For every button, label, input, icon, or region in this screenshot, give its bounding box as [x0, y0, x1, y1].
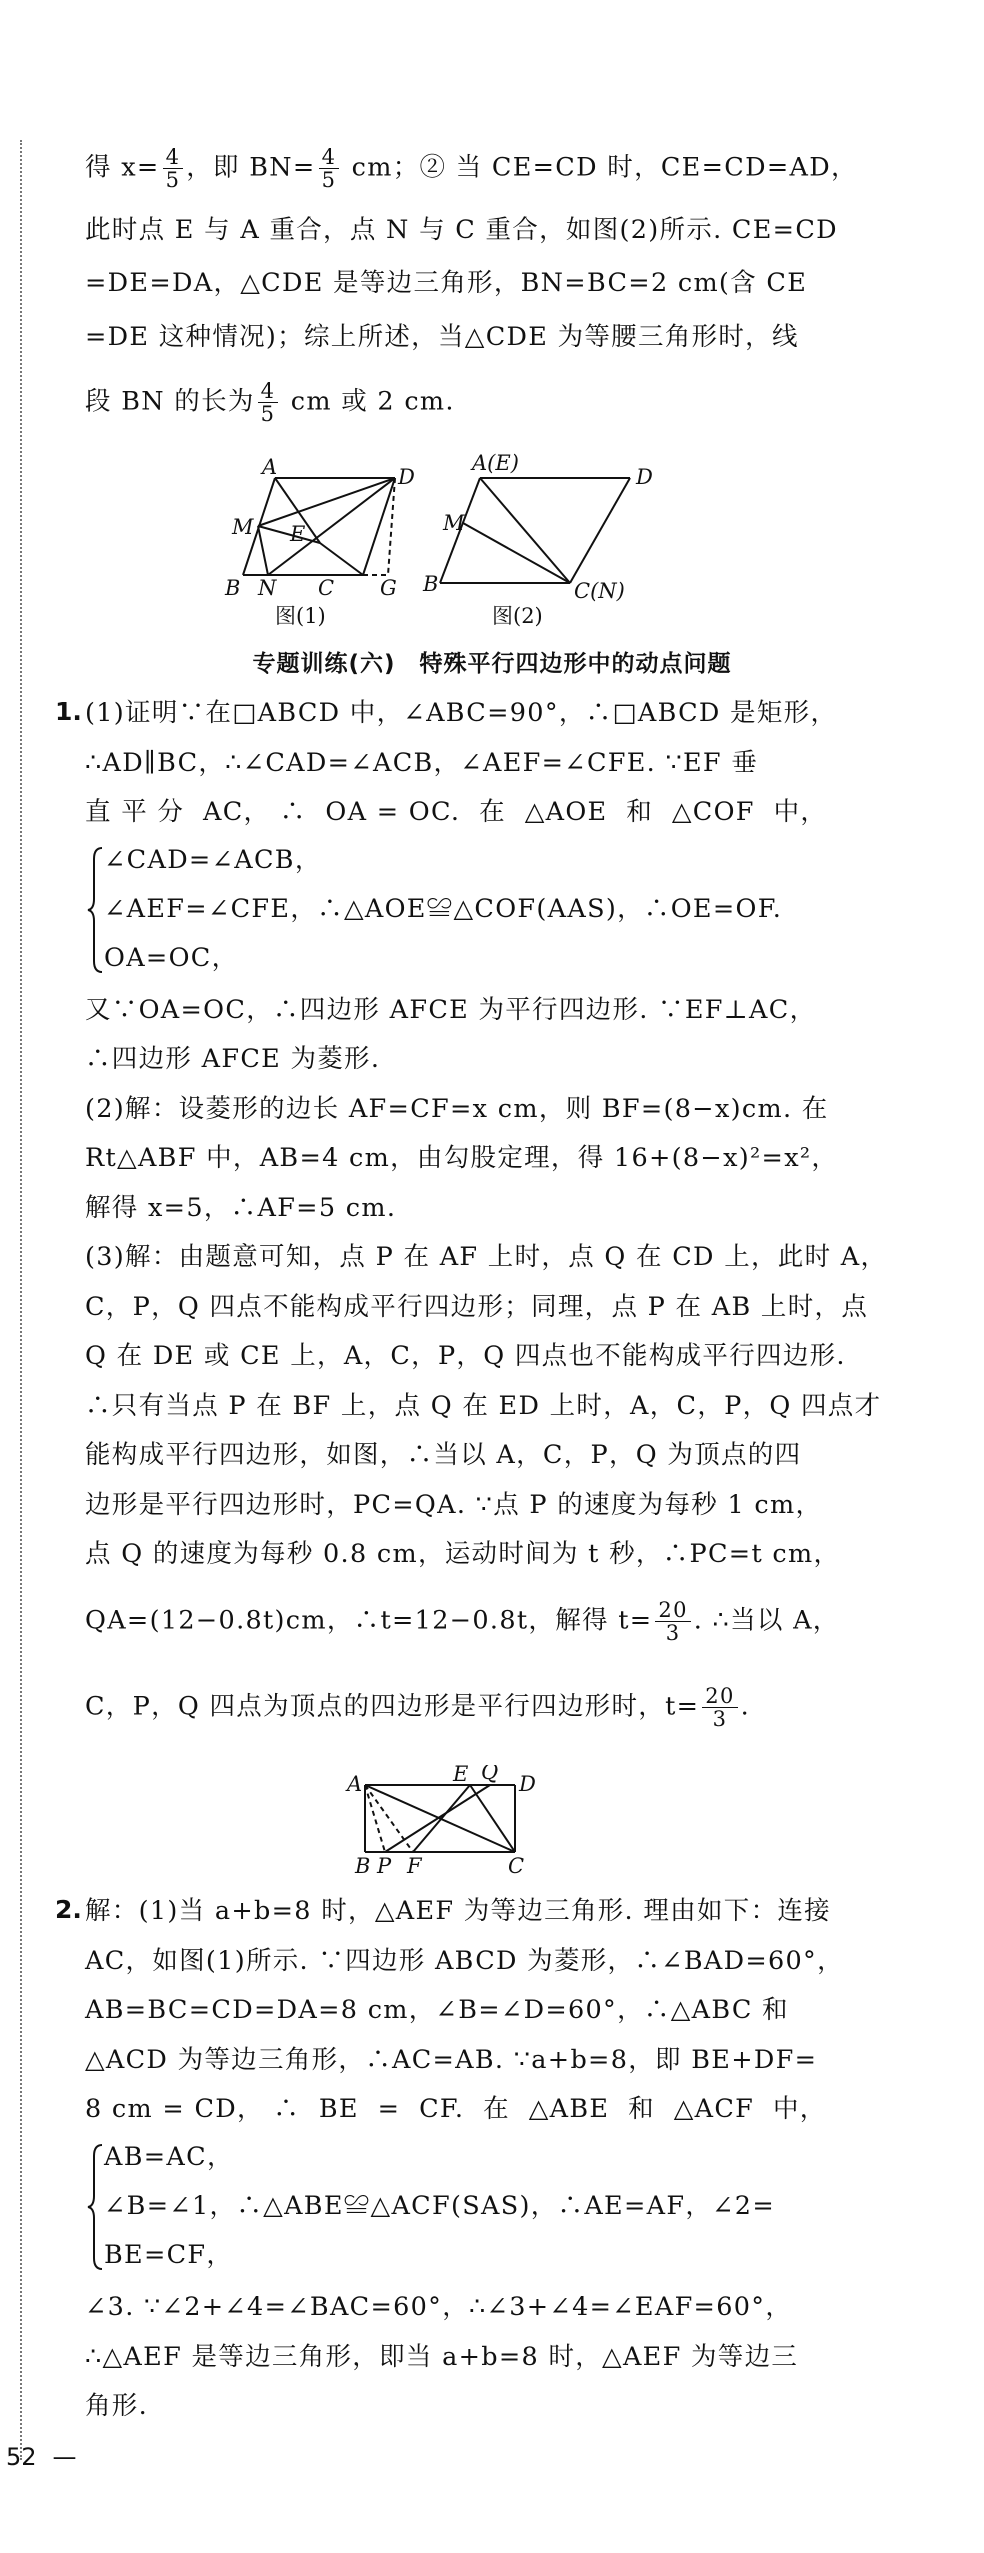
figure-1	[243, 478, 395, 575]
text-line: ∴AD∥BC，∴∠CAD=∠ACB，∠AEF=∠CFE. ∵EF 垂	[85, 748, 759, 778]
text-line: 直 平 分 AC， ∴ OA = OC. 在 △AOE 和 △COF 中，	[85, 797, 828, 827]
text-line: Rt△ABF 中，AB=4 cm，由勾股定理，得 16+(8−x)²=x²，	[85, 1143, 839, 1173]
label-B: B	[225, 576, 241, 600]
question-number: 2.	[55, 1895, 82, 1924]
text-line: 8 cm = CD， ∴ BE = CF. 在 △ABE 和 △ACF 中，	[85, 2094, 827, 2124]
text-line: ∴只有当点 P 在 BF 上，点 Q 在 ED 上时，A，C，P，Q 四点才	[85, 1391, 882, 1421]
page-binding-edge	[20, 140, 22, 2460]
text-line: AC，如图(1)所示. ∵四边形 ABCD 为菱形，∴∠BAD=60°，	[85, 1946, 844, 1976]
label-B: B	[423, 572, 439, 596]
figures-1-2	[210, 448, 660, 633]
text-line: C，P，Q 四点为顶点的四边形是平行四边形时，t= $\frac{20}{3}$ .	[85, 1684, 751, 1731]
figure-rectangle	[335, 1765, 555, 1880]
text-line: (2)解：设菱形的边长 AF=CF=x cm，则 BF=(8−x)cm. 在	[85, 1094, 829, 1124]
system-line: ∠B=∠1，∴△ABE≌△ACF(SAS)，∴AE=AF，∠2=	[104, 2191, 775, 2221]
text-line: (3)解：由题意可知，点 P 在 AF 上时，点 Q 在 CD 上，此时 A，	[85, 1242, 888, 1272]
text-line: △ACD 为等边三角形，∴AC=AB. ∵a+b=8，即 BE+DF=	[85, 2045, 818, 2075]
label-C: C	[318, 576, 335, 600]
label-G: G	[380, 576, 397, 600]
fraction: $\frac{4}{5}$	[163, 146, 184, 191]
text-line: =DE=DA，△CDE 是等边三角形，BN=BC=2 cm(含 CE	[85, 268, 808, 298]
text-line: 点 Q 的速度为每秒 0.8 cm，运动时间为 t 秒，∴PC=t cm，	[85, 1539, 841, 1569]
text-line: C，P，Q 四点不能构成平行四边形；同理，点 P 在 AB 上时，点	[85, 1292, 869, 1322]
label-C: C	[508, 1854, 525, 1878]
label-D: D	[519, 1772, 536, 1796]
label-M: M	[443, 511, 465, 535]
text-line: 段 BN 的长为 $\frac{4}{5}$ cm 或 2 cm.	[85, 379, 455, 426]
text-line: =DE 这种情况)；综上所述，当△CDE 为等腰三角形时，线	[85, 322, 799, 352]
fraction: $\frac{20}{3}$	[655, 1599, 690, 1644]
label-D: D	[398, 465, 415, 489]
text-line: 此时点 E 与 A 重合，点 N 与 C 重合，如图(2)所示. CE=CD	[85, 215, 838, 245]
text-line: AB=BC=CD=DA=8 cm，∠B=∠D=60°，∴△ABC 和	[85, 1995, 789, 2025]
text-line: 角形.	[85, 2391, 149, 2421]
label-A: A	[262, 455, 278, 479]
system-brace	[86, 845, 106, 975]
system-brace	[86, 2142, 106, 2272]
text-line: QA=(12−0.8t)cm，∴t=12−0.8t，解得 t= $\frac{20}{3}$ . ∴当以 A，	[85, 1598, 840, 1645]
system-line: ∠AEF=∠CFE，∴△AOE≌△COF(AAS)，∴OE=OF.	[104, 894, 783, 924]
text-line: (1)证明∵在□ABCD 中，∠ABC=90°，∴□ABCD 是矩形，	[85, 698, 838, 728]
label-D: D	[636, 465, 653, 489]
text-line: ∠3. ∵∠2+∠4=∠BAC=60°，∴∠3+∠4=∠EAF=60°，	[85, 2292, 793, 2322]
text-line: 边形是平行四边形时，PC=QA. ∵点 P 的速度为每秒 1 cm，	[85, 1490, 823, 1520]
label-B: B	[355, 1854, 371, 1878]
label-P: P	[377, 1854, 392, 1878]
system-line: AB=AC，	[104, 2142, 234, 2172]
label-A: A	[347, 1772, 363, 1796]
page-number: 52 —	[6, 2443, 77, 2471]
label-E: E	[453, 1765, 469, 1786]
text-line: 解：(1)当 a+b=8 时，△AEF 为等边三角形. 理由如下：连接	[85, 1896, 831, 1926]
label-F: F	[407, 1854, 422, 1878]
section-title: 专题训练(六) 特殊平行四边形中的动点问题	[252, 651, 732, 677]
label-Q: Q	[481, 1765, 499, 1784]
fraction: $\frac{4}{5}$	[319, 146, 340, 191]
system-line: ∠CAD=∠ACB，	[104, 845, 322, 875]
caption-figure-1: 图(1)	[275, 604, 326, 628]
label-M: M	[232, 515, 254, 539]
fraction: $\frac{20}{3}$	[702, 1685, 737, 1730]
label-N: N	[258, 576, 277, 600]
label-A-E: A(E)	[472, 451, 519, 475]
text-line: 又∵OA=OC，∴四边形 AFCE 为平行四边形. ∵EF⊥AC，	[85, 995, 817, 1025]
text-line: Q 在 DE 或 CE 上，A，C，P，Q 四点也不能构成平行四边形.	[85, 1341, 846, 1371]
figure-2	[440, 478, 630, 583]
system-line: OA=OC，	[104, 943, 239, 973]
system-line: BE=CF，	[104, 2240, 234, 2270]
text-line: 解得 x=5，∴AF=5 cm.	[85, 1193, 397, 1223]
label-E: E	[290, 522, 306, 546]
text-line: ∴△AEF 是等边三角形，即当 a+b=8 时，△AEF 为等边三	[85, 2342, 799, 2372]
label-C-N: C(N)	[574, 579, 625, 603]
text-line: 得 x= $\frac{4}{5}$ ，即 BN= $\frac{4}{5}$ cm；② 当 CE=CD 时，CE=CD=AD，	[85, 145, 858, 192]
text-line: 能构成平行四边形，如图，∴当以 A，C，P，Q 为顶点的四	[85, 1440, 802, 1470]
question-number: 1.	[55, 697, 82, 726]
caption-figure-2: 图(2)	[492, 604, 543, 628]
fraction: $\frac{4}{5}$	[258, 380, 279, 425]
text-line: ∴四边形 AFCE 为菱形.	[85, 1044, 381, 1074]
